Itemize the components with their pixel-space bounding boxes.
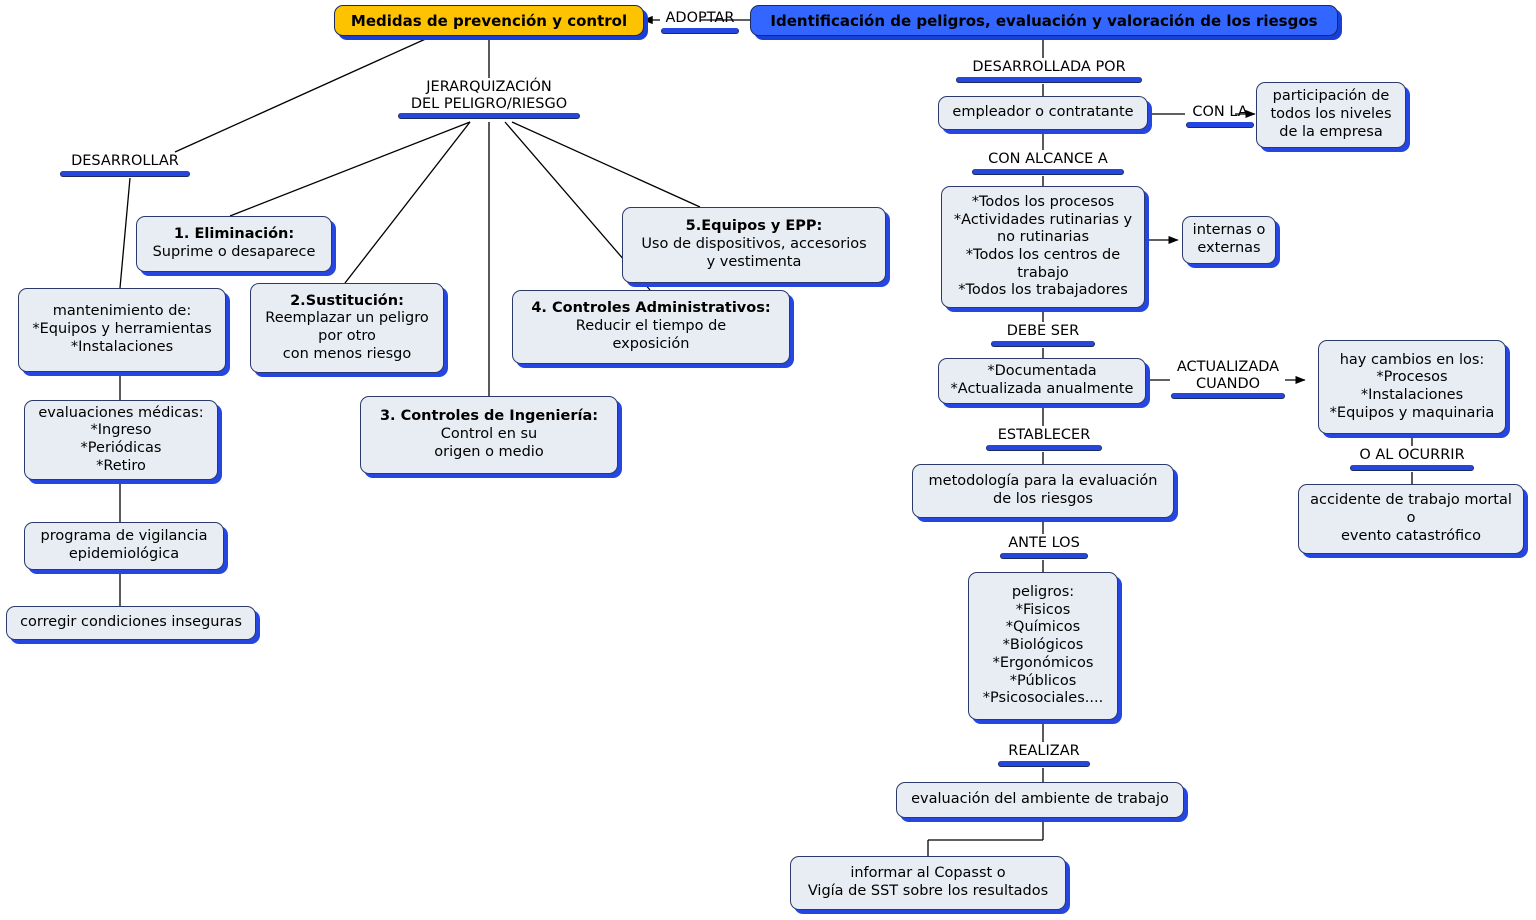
link-o-al-ocurrir: O AL OCURRIR xyxy=(1350,447,1474,474)
link-underline-bar xyxy=(398,113,580,119)
node-controles-ingenieria: 3. Controles de Ingeniería: Control en su origen o medio xyxy=(360,396,618,474)
link-underline-bar xyxy=(60,171,190,177)
link-underline-bar xyxy=(986,445,1102,451)
node-evaluacion-ambiente-label: evaluación del ambiente de trabajo xyxy=(911,791,1169,808)
link-adoptar: ADOPTAR xyxy=(661,10,739,37)
link-con-la: CON LA xyxy=(1186,104,1254,131)
link-underline-bar xyxy=(991,341,1095,347)
node-metodologia-evaluacion: metodología para la evaluación de los riesgos xyxy=(912,464,1174,518)
node-hay-cambios: hay cambios en los: *Procesos *Instalaciones *Equipos y maquinaria xyxy=(1318,340,1506,434)
title-medidas-prevencion xyxy=(334,5,644,36)
node-empleador-label: empleador o contratante xyxy=(952,104,1134,121)
link-establecer: ESTABLECER xyxy=(986,427,1102,454)
link-underline-bar xyxy=(1350,465,1474,471)
node-peligros-lista: peligros: *Fisicos *Químicos *Biológicos *Ergonómicos *Públicos *Psicosociales.... xyxy=(968,572,1118,720)
title-identificacion-peligros-label: Identificación de peligros, evaluación y valoración de los riesgos xyxy=(770,11,1318,30)
link-ante-los: ANTE LOS xyxy=(1000,535,1088,562)
node-internas-externas: internas o externas xyxy=(1182,216,1276,264)
node-eliminacion xyxy=(136,216,332,272)
node-participacion-niveles: participación de todos los niveles de la empresa xyxy=(1256,82,1406,148)
link-actualizada-cuando: ACTUALIZADA CUANDO xyxy=(1171,359,1285,402)
node-mantenimiento: mantenimiento de: *Equipos y herramientas *Instalaciones xyxy=(18,288,226,372)
node-accidente-mortal: accidente de trabajo mortal o evento catastrófico xyxy=(1298,484,1524,554)
node-controles-administrativos: 4. Controles Administrativos: Reducir el tiempo de exposición xyxy=(512,290,790,364)
node-equipos-epp-title: 5.Equipos y EPP: xyxy=(685,218,823,235)
link-underline-bar xyxy=(1186,122,1254,128)
title-medidas-prevencion-label: Medidas de prevención y control xyxy=(350,11,628,30)
node-informar-copasst: informar al Copasst o Vigía de SST sobre los resultados xyxy=(790,856,1066,910)
link-underline-bar xyxy=(1000,553,1088,559)
link-realizar: REALIZAR xyxy=(998,743,1090,770)
node-controles-administrativos-title: 4. Controles Administrativos: xyxy=(531,300,771,317)
node-evaluacion-ambiente xyxy=(896,782,1184,818)
title-identificacion-peligros xyxy=(750,5,1338,36)
link-underline-bar xyxy=(956,77,1142,83)
node-equipos-epp: 5.Equipos y EPP: Uso de dispositivos, accesorios y vestimenta xyxy=(622,207,886,283)
link-debe-ser: DEBE SER xyxy=(991,323,1095,350)
link-jerarquizacion: JERARQUIZACIÓN DEL PELIGRO/RIESGO xyxy=(398,79,580,122)
link-desarrollar: DESARROLLAR xyxy=(60,153,190,180)
node-sustitucion: 2.Sustitución: Reemplazar un peligro por otro con menos riesgo xyxy=(250,283,444,373)
link-underline-bar xyxy=(1171,393,1285,399)
node-eliminacion-title: 1. Eliminación: xyxy=(173,226,295,243)
node-vigilancia-epidemiologica: programa de vigilancia epidemiológica xyxy=(24,522,224,570)
link-desarrollada-por: DESARROLLADA POR xyxy=(956,59,1142,86)
node-evaluaciones-medicas: evaluaciones médicas: *Ingreso *Periódicas *Retiro xyxy=(24,400,218,480)
link-underline-bar xyxy=(998,761,1090,767)
link-underline-bar xyxy=(661,28,739,34)
node-controles-ingenieria-title: 3. Controles de Ingeniería: xyxy=(379,408,599,425)
node-documentada-actualizada: *Documentada *Actualizada anualmente xyxy=(938,358,1146,404)
node-corregir-condiciones xyxy=(6,606,256,640)
node-alcance-procesos: *Todos los procesos *Actividades rutinarias y no rutinarias *Todos los centros de trabajo *Todos los trabajadores xyxy=(941,186,1145,308)
node-eliminacion-body: Suprime o desaparece xyxy=(152,244,316,260)
link-underline-bar xyxy=(972,169,1124,175)
node-corregir-condiciones-label: corregir condiciones inseguras xyxy=(20,614,242,631)
link-con-alcance-a: CON ALCANCE A xyxy=(972,151,1124,178)
node-sustitucion-title: 2.Sustitución: xyxy=(290,292,404,309)
node-empleador-contratante xyxy=(938,96,1148,130)
